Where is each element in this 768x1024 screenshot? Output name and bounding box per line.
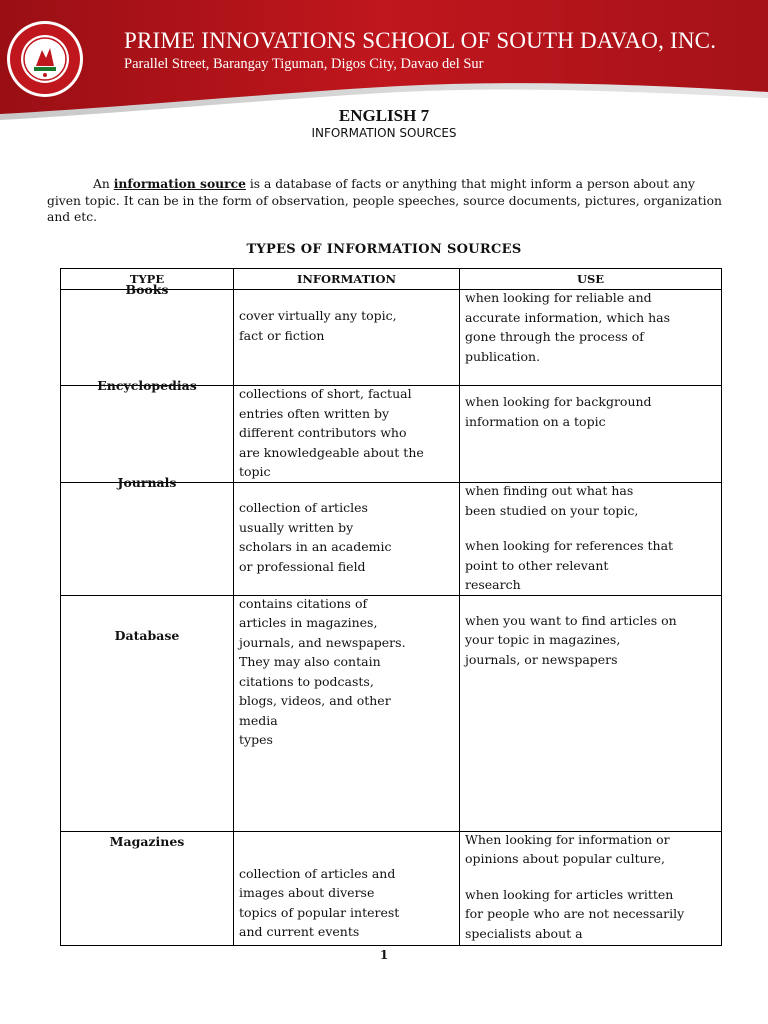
cell-line: images about diverse <box>239 885 375 900</box>
use-text <box>460 386 721 431</box>
cell-line: scholars in an academic <box>239 539 392 554</box>
cell-line: blogs, videos, and other <box>239 693 391 708</box>
cell-line: gone through the process of <box>465 329 644 344</box>
information-text <box>234 832 459 942</box>
type-label: Encyclopedias <box>97 378 197 393</box>
cell-line: topics of popular interest <box>239 904 400 920</box>
cell-line: when looking for references that <box>465 538 674 553</box>
cell-line: publication. <box>465 348 541 364</box>
use-cell <box>460 831 722 945</box>
intro-rest: is a database of facts or anything that might inform a person about any given topic. It can be in the form of observation, people speeches, source documents, pictures, organization and etc. <box>47 177 722 224</box>
type-cell <box>61 595 234 831</box>
cell-line: when looking for background <box>465 394 652 409</box>
cell-line: are knowledgeable about the <box>239 444 424 460</box>
header-type: TYPE <box>61 269 234 290</box>
type-label: Magazines <box>109 833 185 849</box>
cell-line <box>465 869 716 885</box>
information-cell <box>234 386 460 483</box>
cell-line: been studied on your topic, <box>465 502 639 518</box>
cell-line: media <box>239 712 278 728</box>
cell-line: opinions about popular culture, <box>465 851 666 866</box>
information-text <box>234 594 459 750</box>
type-label: Journals <box>117 475 177 490</box>
cell-line: when looking for articles written <box>465 886 674 902</box>
cell-line: specialists about a <box>465 925 583 941</box>
intro-lead: An <box>93 177 114 191</box>
cell-line: different contributors who <box>239 425 407 440</box>
cell-line: collections of short, factual <box>239 386 412 401</box>
table-row <box>61 290 722 386</box>
cell-line: usually written by <box>239 519 354 535</box>
table-row <box>61 595 722 831</box>
cell-line: articles in magazines, <box>239 615 378 630</box>
cell-line: They may also contain <box>239 654 381 669</box>
cell-line: journals, or newspapers <box>465 651 618 667</box>
school-name: PRIME INNOVATIONS SCHOOL OF SOUTH DAVAO, INC. <box>124 28 717 53</box>
intro-term: information source <box>113 176 246 191</box>
cell-line: collection of articles and <box>239 865 396 881</box>
cell-line: when finding out what has <box>465 483 634 498</box>
information-sources-table <box>60 268 722 946</box>
use-cell <box>460 386 722 483</box>
type-label: Database <box>114 627 180 643</box>
table-row <box>61 386 722 483</box>
cell-line: information on a topic <box>465 413 606 429</box>
cell-line: cover virtually any topic, <box>239 308 397 323</box>
information-text <box>234 483 459 576</box>
cell-line: types <box>239 732 273 747</box>
cell-line: contains citations of <box>239 595 368 611</box>
type-cell <box>61 378 234 483</box>
cell-line: when you want to find articles on <box>465 612 677 628</box>
type-cell <box>61 475 234 596</box>
type-cell <box>61 831 234 945</box>
cell-line: fact or fiction <box>239 327 325 343</box>
page-number: 1 <box>379 948 389 962</box>
table-row <box>61 831 722 945</box>
cell-line: journals, and newspapers. <box>239 634 406 650</box>
header-information: INFORMATION <box>234 269 460 290</box>
cell-line: citations to podcasts, <box>239 673 374 689</box>
information-text <box>234 290 459 345</box>
cell-line <box>465 520 716 536</box>
cell-line: when looking for reliable and <box>465 290 652 305</box>
use-cell <box>460 595 722 831</box>
use-text <box>460 830 721 944</box>
use-cell <box>460 290 722 386</box>
type-cell <box>61 282 234 386</box>
use-text <box>460 596 721 670</box>
cell-line: point to other relevant <box>465 557 609 573</box>
types-title: TYPES OF INFORMATION SOURCES <box>246 242 522 257</box>
information-cell <box>234 483 460 596</box>
intro-paragraph <box>47 176 722 226</box>
table-row <box>61 483 722 596</box>
use-cell <box>460 483 722 596</box>
school-address: Parallel Street, Barangay Tiguman, Digos City, Davao del Sur <box>124 56 484 72</box>
cell-line: research <box>465 577 521 592</box>
school-seal-icon <box>6 20 84 98</box>
information-text <box>234 384 459 482</box>
cell-line: your topic in magazines, <box>465 632 621 647</box>
subject-title: ENGLISH 7 <box>338 106 430 125</box>
cell-line: or professional field <box>239 558 366 574</box>
information-cell <box>234 831 460 945</box>
header-use: USE <box>460 269 722 290</box>
cell-line: When looking for information or <box>465 831 670 847</box>
cell-line: and current events <box>239 924 360 939</box>
cell-line: accurate information, which has <box>465 309 671 325</box>
cell-line: for people who are not necessarily <box>465 906 685 921</box>
cell-line: topic <box>239 464 271 479</box>
cell-line: collection of articles <box>239 500 368 515</box>
topic-subtitle: INFORMATION SOURCES <box>311 126 457 140</box>
use-text <box>460 288 721 366</box>
information-cell <box>234 595 460 831</box>
type-label: Books <box>125 282 169 297</box>
cell-line: entries often written by <box>239 405 390 421</box>
use-text <box>460 481 721 595</box>
information-cell <box>234 290 460 386</box>
